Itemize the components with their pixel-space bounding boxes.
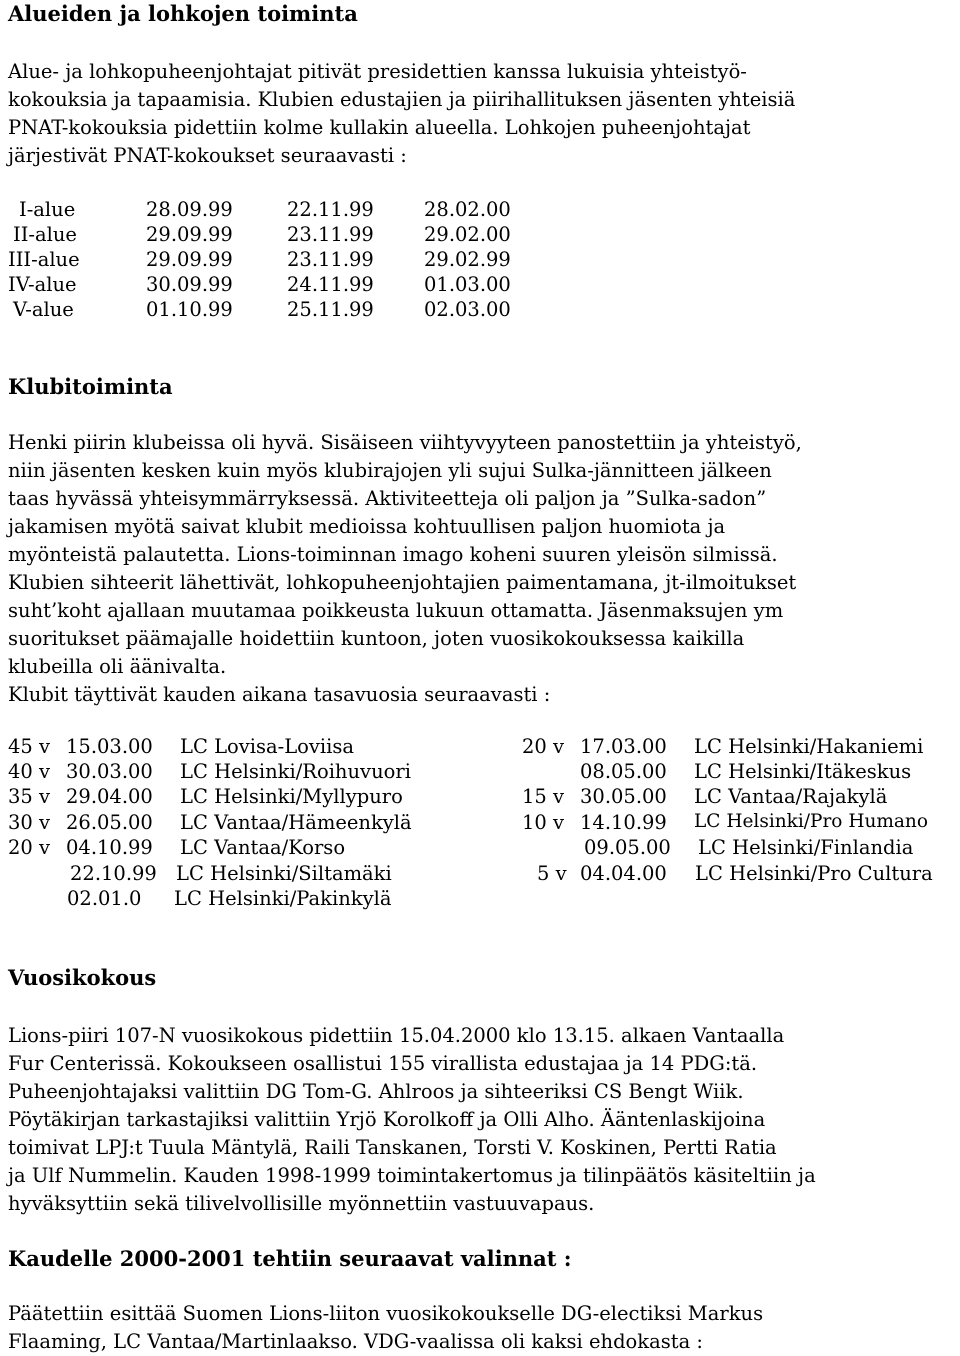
text-line: taas hyvässä yhteisymmärryksessä. Aktiviteetteja oli paljon ja ”Sulka-sadon”	[8, 487, 767, 510]
anniversary-date: 22.10.99	[70, 862, 157, 885]
meeting-date-1: 29.09.99	[146, 223, 233, 246]
anniversary-years: 20 v	[8, 836, 51, 859]
text-line: Flaaming, LC Vantaa/Martinlaakso. VDG-vaalissa oli kaksi ehdokasta :	[8, 1330, 703, 1353]
area-name: V-alue	[13, 298, 74, 321]
anniversary-years: 35 v	[8, 785, 51, 808]
anniversary-date: 02.01.0	[67, 887, 142, 910]
anniversary-club: LC Helsinki/Myllypuro	[180, 785, 403, 808]
text-line: PNAT-kokouksia pidettiin kolme kullakin alueella. Lohkojen puheenjohtajat	[8, 116, 751, 139]
anniversary-club: LC Helsinki/Finlandia	[698, 836, 914, 859]
meeting-date-3: 02.03.00	[424, 298, 511, 321]
text-line: Alue- ja lohkopuheenjohtajat pitivät presidettien kanssa lukuisia yhteistyö-	[8, 60, 747, 83]
anniversary-club: LC Helsinki/Pro Humano	[694, 811, 928, 832]
area-name: II-alue	[13, 223, 77, 246]
anniversary-date: 15.03.00	[66, 735, 153, 758]
anniversary-years: 30 v	[8, 811, 51, 834]
area-name: III-alue	[8, 248, 80, 271]
anniversary-date: 30.03.00	[66, 760, 153, 783]
anniversary-club: LC Helsinki/Hakaniemi	[694, 735, 924, 758]
meeting-date-1: 29.09.99	[146, 248, 233, 271]
section-heading-klubitoiminta: Klubitoiminta	[8, 374, 173, 399]
anniversary-club: LC Vantaa/Rajakylä	[694, 785, 888, 808]
anniversary-club: LC Vantaa/Korso	[180, 836, 346, 859]
meeting-date-1: 30.09.99	[146, 273, 233, 296]
anniversary-years: 10 v	[522, 811, 565, 834]
meeting-date-1: 01.10.99	[146, 298, 233, 321]
text-line: jakamisen myötä saivat klubit medioissa kohtuullisen paljon huomiota ja	[8, 515, 726, 538]
anniversary-years: 45 v	[8, 735, 51, 758]
area-name: IV-alue	[8, 273, 77, 296]
anniversary-club: LC Helsinki/Itäkeskus	[694, 760, 912, 783]
text-line: Fur Centerissä. Kokoukseen osallistui 155 virallista edustajaa ja 14 PDG:tä.	[8, 1052, 758, 1075]
meeting-date-2: 23.11.99	[287, 248, 374, 271]
meeting-date-3: 29.02.99	[424, 248, 511, 271]
anniversary-years: 15 v	[522, 785, 565, 808]
meeting-date-3: 01.03.00	[424, 273, 511, 296]
text-line: järjestivät PNAT-kokoukset seuraavasti :	[8, 144, 407, 167]
anniversary-club: LC Helsinki/Pakinkylä	[174, 887, 392, 910]
anniversary-date: 30.05.00	[580, 785, 667, 808]
meeting-date-2: 23.11.99	[287, 223, 374, 246]
text-line: niin jäsenten kesken kuin myös klubirajojen yli sujui Sulka-jännitteen jälkeen	[8, 459, 772, 482]
anniversary-club: LC Vantaa/Hämeenkylä	[180, 811, 412, 834]
paragraph-alueet	[8, 58, 960, 170]
text-line: suht’koht ajallaan muutamaa poikkeusta lukuun ottamatta. Jäsenmaksujen ym	[8, 599, 784, 622]
anniversary-date: 08.05.00	[580, 760, 667, 783]
text-line: Klubit täyttivät kauden aikana tasavuosia seuraavasti :	[8, 683, 551, 706]
anniversary-date: 09.05.00	[584, 836, 671, 859]
text-line: suoritukset päämajalle hoidettiin kuntoon, joten vuosikokouksessa kaikilla	[8, 627, 745, 650]
meeting-date-1: 28.09.99	[146, 198, 233, 221]
meeting-date-2: 24.11.99	[287, 273, 374, 296]
text-line: kokouksia ja tapaamisia. Klubien edustajien ja piirihallituksen jäsenten yhteisiä	[8, 88, 796, 111]
paragraph-vuosikokous	[8, 1022, 960, 1218]
text-line: ja Ulf Nummelin. Kauden 1998-1999 toimintakertomus ja tilinpäätös käsiteltiin ja	[8, 1164, 816, 1187]
anniversary-date: 26.05.00	[66, 811, 153, 834]
meeting-date-2: 25.11.99	[287, 298, 374, 321]
anniversary-date: 14.10.99	[580, 811, 667, 834]
anniversary-club: LC Lovisa-Loviisa	[180, 735, 355, 758]
anniversary-club: LC Helsinki/Pro Cultura	[695, 862, 933, 885]
meeting-date-3: 28.02.00	[424, 198, 511, 221]
anniversary-years: 20 v	[522, 735, 565, 758]
text-line: Klubien sihteerit lähettivät, lohkopuheenjohtajien paimentamana, jt-ilmoitukset	[8, 571, 797, 594]
text-line: Pöytäkirjan tarkastajiksi valittiin Yrjö Korolkoff ja Olli Alho. Ääntenlaskijoina	[8, 1108, 766, 1131]
section-heading-valinnat: Kaudelle 2000-2001 tehtiin seuraavat valinnat :	[8, 1246, 572, 1271]
paragraph-klubitoiminta	[8, 429, 960, 709]
text-line: toimivat LPJ:t Tuula Mäntylä, Raili Tanskanen, Torsti V. Koskinen, Pertti Ratia	[8, 1136, 777, 1159]
section-heading-vuosikokous: Vuosikokous	[8, 965, 157, 990]
text-line: myönteistä palautetta. Lions-toiminnan imago koheni suuren yleisön silmissä.	[8, 543, 778, 566]
anniversary-date: 17.03.00	[580, 735, 667, 758]
text-line: klubeilla oli äänivalta.	[8, 655, 227, 678]
meeting-date-2: 22.11.99	[287, 198, 374, 221]
text-line: Päätettiin esittää Suomen Lions-liiton vuosikokoukselle DG-electiksi Markus	[8, 1302, 764, 1325]
text-line: Lions-piiri 107-N vuosikokous pidettiin 15.04.2000 klo 13.15. alkaen Vantaalla	[8, 1024, 785, 1047]
anniversary-club: LC Helsinki/Siltamäki	[176, 862, 392, 885]
meeting-date-3: 29.02.00	[424, 223, 511, 246]
text-line: Puheenjohtajaksi valittiin DG Tom-G. Ahlroos ja sihteeriksi CS Bengt Wiik.	[8, 1080, 744, 1103]
anniversary-club: LC Helsinki/Roihuvuori	[180, 760, 411, 783]
section-heading-alueet: Alueiden ja lohkojen toiminta	[8, 1, 358, 26]
paragraph-valinnat	[8, 1300, 960, 1356]
text-line: Henki piirin klubeissa oli hyvä. Sisäiseen viihtyvyyteen panostettiin ja yhteistyö,	[8, 431, 802, 454]
anniversary-years: 5 v	[537, 862, 567, 885]
anniversary-date: 29.04.00	[66, 785, 153, 808]
text-line: hyväksyttiin sekä tilivelvollisille myönnettiin vastuuvapaus.	[8, 1192, 595, 1215]
anniversary-years: 40 v	[8, 760, 51, 783]
anniversary-date: 04.10.99	[66, 836, 153, 859]
area-name: I-alue	[19, 198, 76, 221]
anniversary-date: 04.04.00	[580, 862, 667, 885]
